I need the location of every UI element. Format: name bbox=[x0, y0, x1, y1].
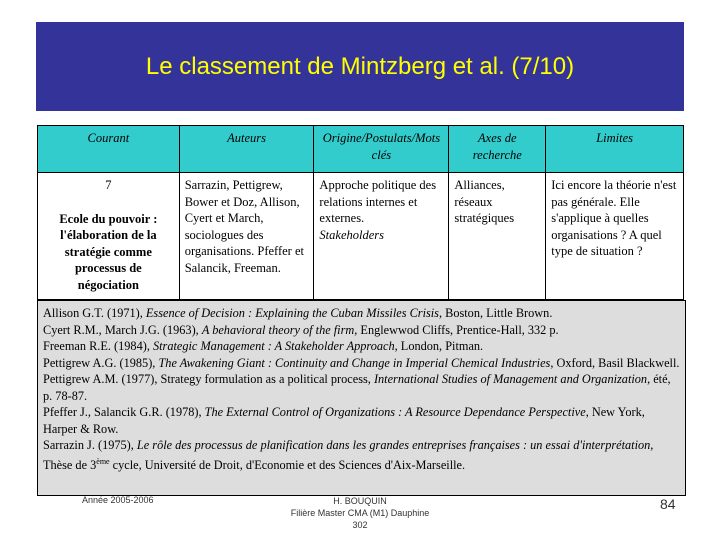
header-origine: Origine/Postulats/Mots clés bbox=[314, 126, 449, 173]
courant-name: Ecole du pouvoir : l'élaboration de la stratégie comme processus de négociation bbox=[59, 211, 158, 292]
references-box bbox=[37, 300, 686, 496]
header-courant: Courant bbox=[38, 126, 180, 173]
footer-year: Année 2005-2006 bbox=[82, 495, 154, 505]
slide-title: Le classement de Mintzberg et al. (7/10) bbox=[145, 52, 575, 80]
reference: Cyert R.M., March J.G. (1963), A behavioral theory of the firm, Englewwod Cliffs, Prentice-Hall, 332 p. bbox=[43, 322, 559, 337]
reference: Freeman R.E. (1984), Strategic Management : A Stakeholder Approach, London, Pitman. bbox=[43, 339, 484, 353]
table-row bbox=[38, 173, 684, 300]
cell-origine bbox=[314, 173, 449, 300]
reference: Allison G.T. (1971), Essence of Decision : Explaining the Cuban Missiles Crisis, Boston, Little Brown. bbox=[43, 306, 553, 320]
header-auteurs: Auteurs bbox=[179, 126, 314, 173]
origine-text: Approche politique des relations internes et externes. bbox=[319, 178, 437, 225]
footer-program: Filière Master CMA (M1) Dauphine bbox=[290, 508, 430, 518]
header-axes: Axes de recherche bbox=[449, 126, 546, 173]
footer-author: H. BOUQUIN bbox=[333, 496, 387, 506]
header-limites: Limites bbox=[546, 126, 684, 173]
reference: Pettigrew A.G. (1985), The Awakening Giant : Continuity and Change in Imperial Chemical Industries, Oxford, Basil Blackwell. bbox=[43, 355, 680, 370]
cell-auteurs: Sarrazin, Pettigrew, Bower et Doz, Allison, Cyert et March, sociologues des organisations. Pfeffer et Salancik, Freeman. bbox=[179, 173, 314, 300]
slide-title-bar bbox=[36, 22, 684, 111]
row-number: 7 bbox=[105, 178, 112, 192]
cell-axes: Alliances, réseaux stratégiques bbox=[449, 173, 546, 300]
cell-limites: Ici encore la théorie n'est pas générale. Elle s'applique à quelles organisations ? A quel type de situation ? bbox=[546, 173, 684, 300]
reference: Pettigrew A.M. (1977), Strategy formulation as a political process, International Studies of Management and Organization, été, p. 78-87. bbox=[43, 372, 671, 403]
table-header-row bbox=[38, 126, 684, 173]
footer-code: 302 bbox=[352, 520, 368, 530]
cell-courant bbox=[38, 173, 180, 300]
reference: Pfeffer J., Salancik G.R. (1978), The External Control of Organizations : A Resource Dependance Perspective, New York, Harper & Row. bbox=[43, 405, 645, 436]
footer-center bbox=[250, 495, 470, 531]
classification-table bbox=[37, 125, 684, 300]
reference: Sarrazin J. (1975), Le rôle des processus de planification dans les grandes entreprises françaises : un essai d'interprétation, Thèse de 3ème cycle, Université de Droit, d'Economie et des Sciences d'Aix-Marseille. bbox=[43, 438, 654, 472]
origine-keyword: Stakeholders bbox=[319, 227, 384, 242]
page-number: 84 bbox=[660, 496, 676, 512]
